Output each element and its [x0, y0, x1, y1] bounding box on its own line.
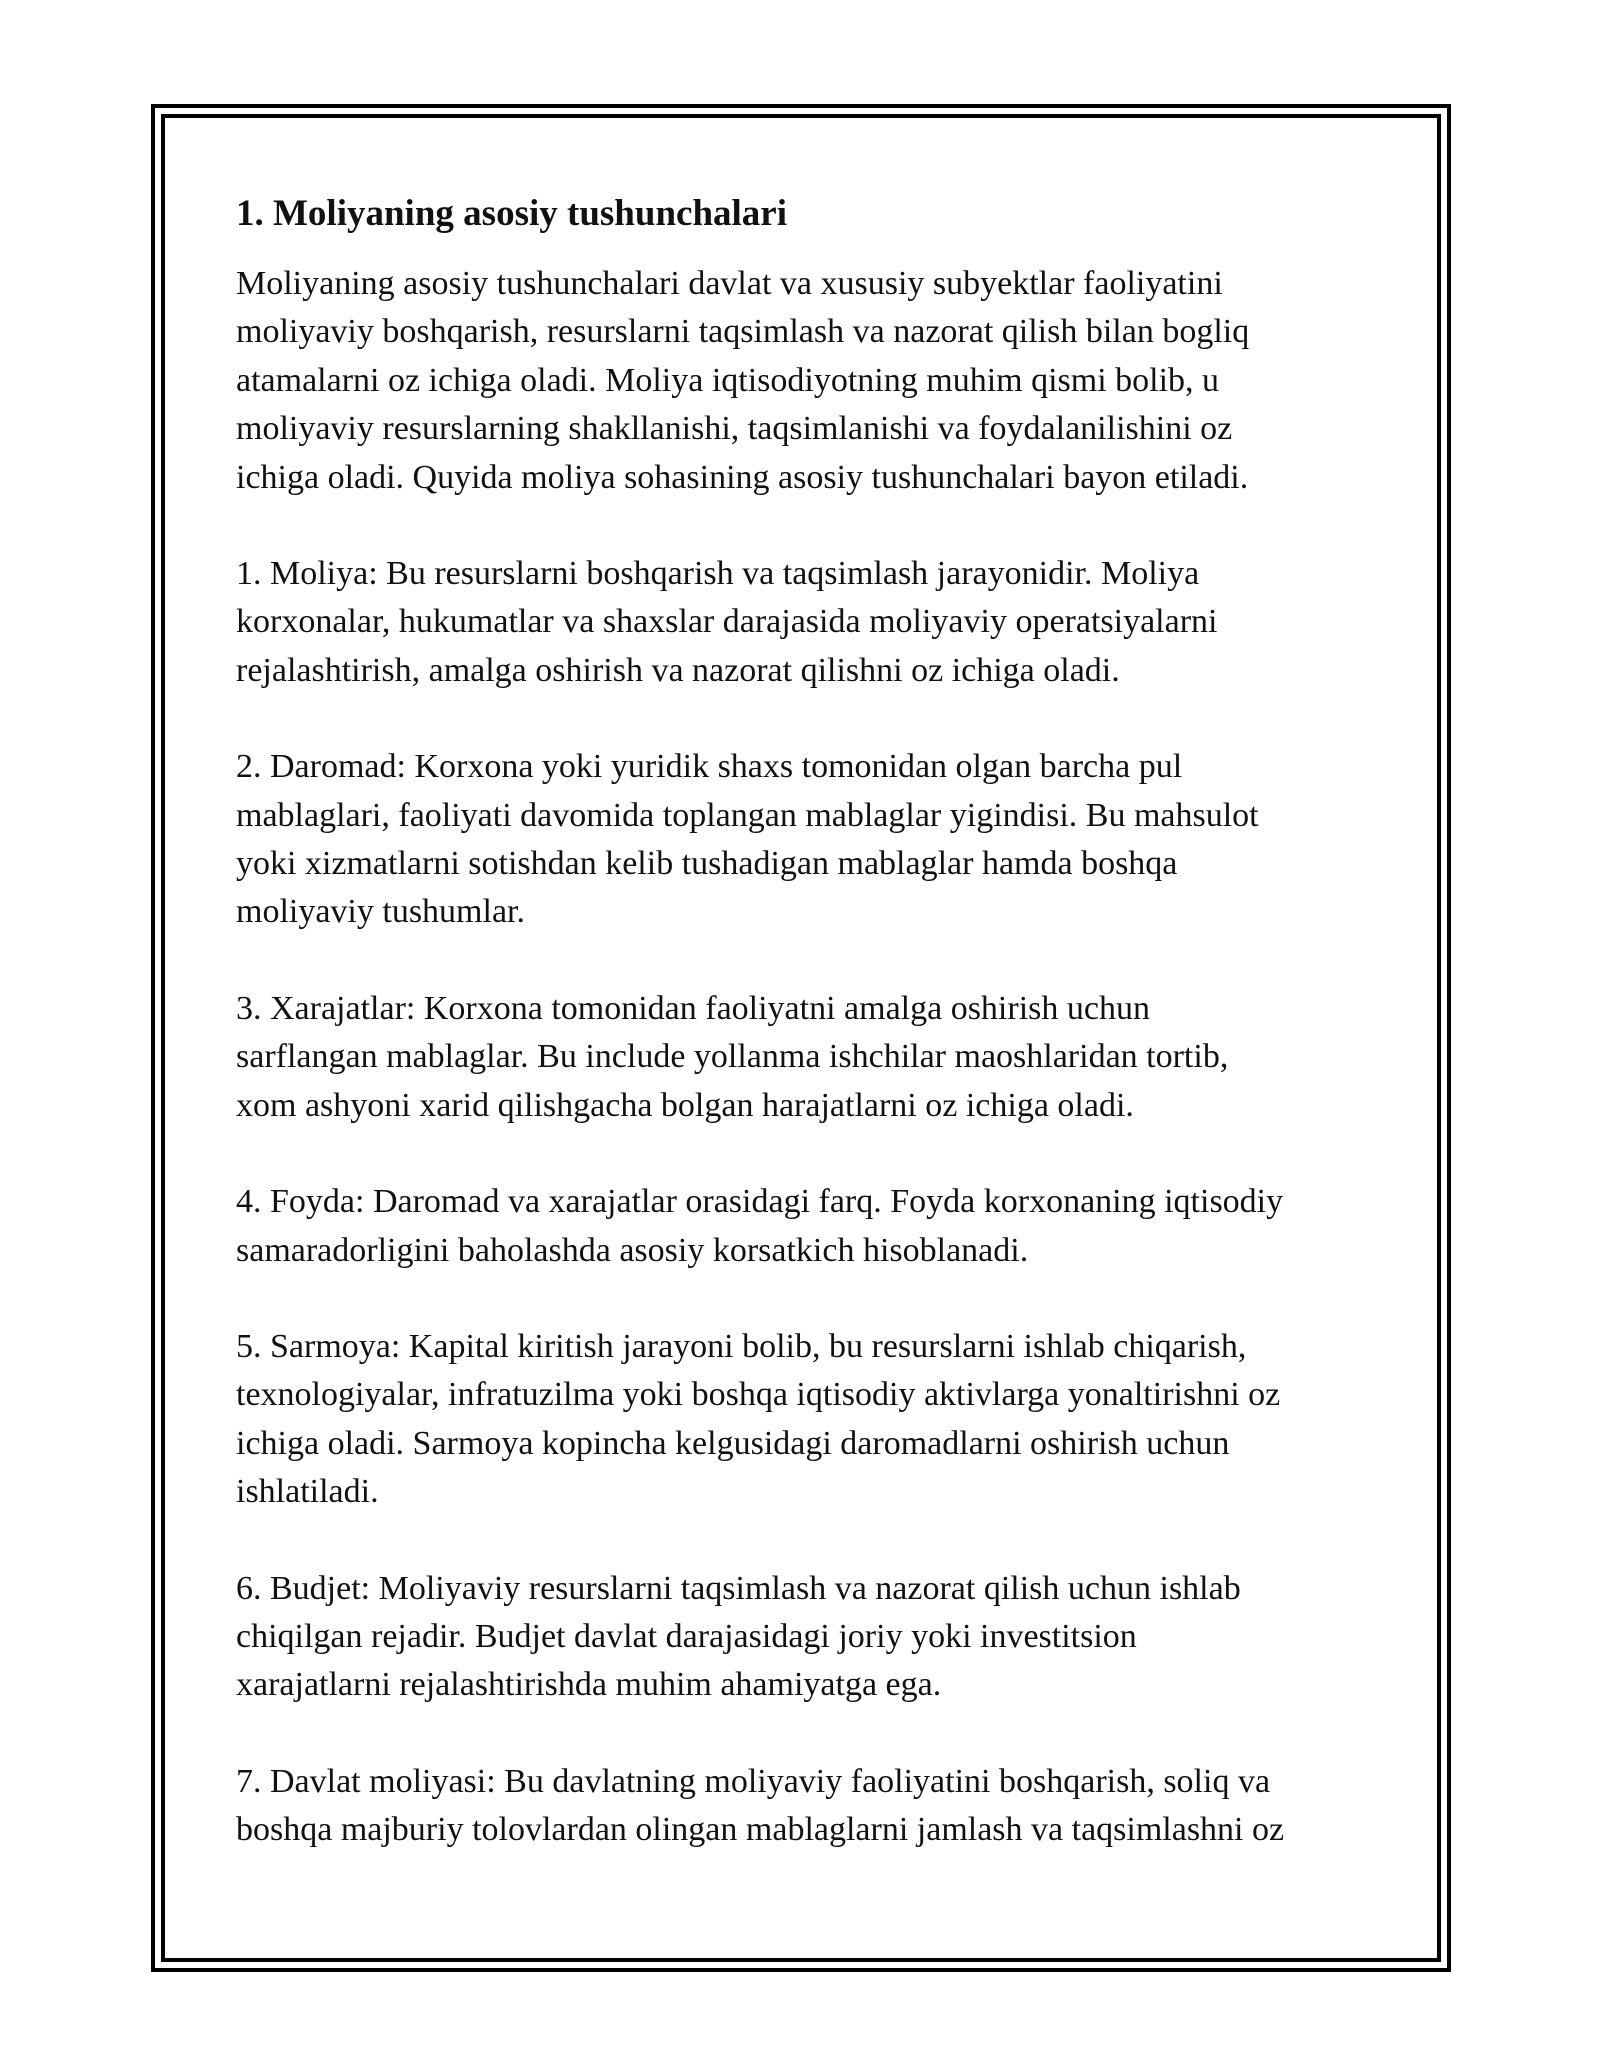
section-heading: 1. Moliyaning asosiy tushunchalari [236, 193, 788, 234]
definition-foyda: 4. Foyda: Daromad va xarajatlar orasidagi farq. Foyda korxonaning iqtisodiy samaradorligini baholashda asosiy korsatkich hisoblanadi. [236, 1183, 1284, 1269]
definition-sarmoya: 5. Sarmoya: Kapital kiritish jarayoni bolib, bu resurslarni ishlab chiqarish, texnologiyalar, infratuzilma yoki boshqa iqtisodiy aktivlarga yonaltirishni oz ichiga oladi. Sarmoya kopincha kelgusidagi daromadlarni oshirish uchun ishlatiladi. [236, 1327, 1281, 1511]
definition-davlat-moliyasi: 7. Davlat moliyasi: Bu davlatning moliyaviy faoliyatini boshqarish, soliq va boshqa majburiy tolovlardan olingan mablaglarni jamlash va taqsimlashni oz [236, 1762, 1285, 1849]
definition-moliya: 1. Moliya: Bu resurslarni boshqarish va taqsimlash jarayonidir. Moliya korxonalar, hukumatlar va shaxslar darajasida moliyaviy operatsiyalarni rejalashtirish, amalga oshirish va nazorat qilishni oz ichiga oladi. [236, 555, 1218, 689]
definition-xarajatlar: 3. Xarajatlar: Korxona tomonidan faoliyatni amalga oshirish uchun sarflangan mablaglar. Bu include yollanma ishchilar maoshlaridan tortib, xom ashyoni xarid qilishgacha bolgan harajatlarni oz ichiga oladi. [236, 989, 1229, 1124]
definition-daromad: 2. Daromad: Korxona yoki yuridik shaxs tomonidan olgan barcha pul mablaglari, faoliyati davomida toplangan mablaglar yigindisi. Bu mahsulot yoki xizmatlarni sotishdan kelib tushadigan mablaglar hamda boshqa moliyaviy tushumlar. [236, 748, 1259, 931]
document-body [236, 188, 1386, 1903]
intro-paragraph: Moliyaning asosiy tushunchalari davlat va xususiy subyektlar faoliyatini moliyaviy boshqarish, resurslarni taqsimlash va nazorat qilish bilan bogliq atamalarni oz ichiga oladi. Moliya iqtisodiyotning muhim qismi bolib, u moliyaviy resurslarning shakllanishi, taqsimlanishi va foydalanilishini oz ichiga oladi. Quyida moliya sohasining asosiy tushunchalari bayon etiladi. [236, 265, 1250, 496]
definition-budjet: 6. Budjet: Moliyaviy resurslarni taqsimlash va nazorat qilish uchun ishlab chiqilgan rejadir. Budjet davlat darajasidagi joriy yoki investitsion xarajatlarni rejalashtirishda muhim ahamiyatga ega. [236, 1569, 1241, 1704]
